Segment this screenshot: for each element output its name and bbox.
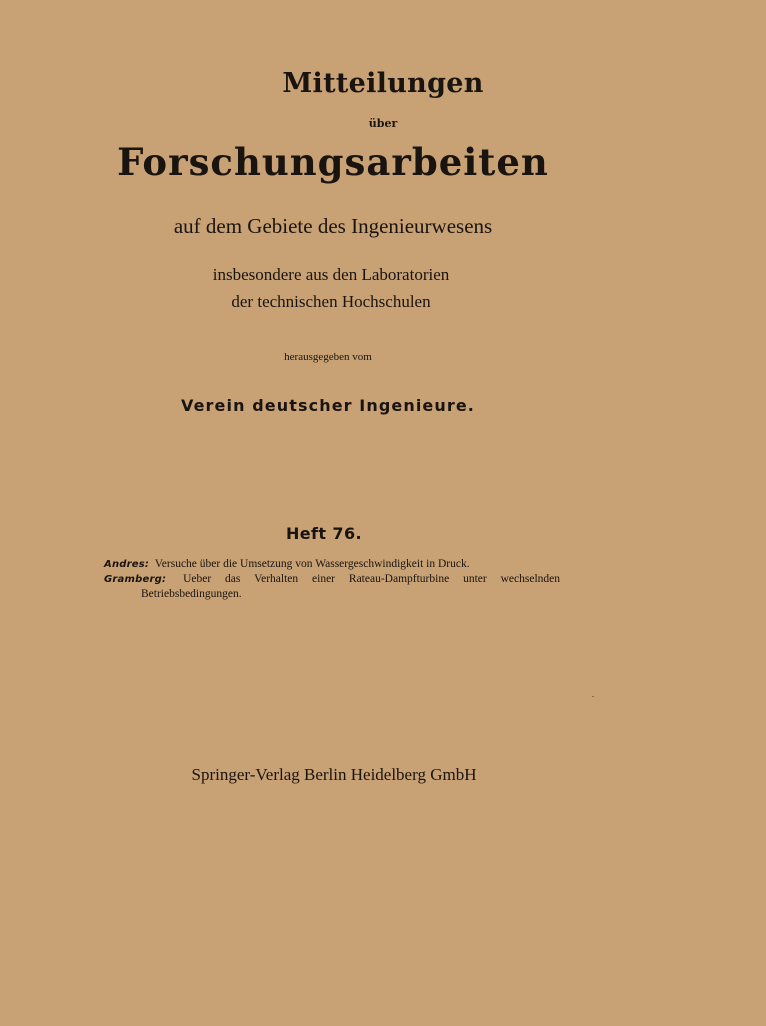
scope-line-2: der technischen Hochschulen xyxy=(231,292,431,311)
entry-title: Versuche über die Umsetzung von Wassergeschwindigkeit in Druck. xyxy=(154,558,470,570)
subtitle: auf dem Gebiete des Ingenieurwesens xyxy=(173,214,493,238)
scope-line-1: insbesondere aus den Laboratorien xyxy=(212,265,450,284)
publisher-organization: Verein deutscher Ingenieure. xyxy=(181,396,475,415)
contents-entry xyxy=(104,572,560,601)
contents-entry xyxy=(104,557,560,572)
main-title: Forschungsarbeiten xyxy=(117,140,549,184)
contents-list xyxy=(104,557,560,601)
publisher-imprint: Springer-Verlag Berlin Heidelberg GmbH xyxy=(191,765,477,784)
entry-colon: : xyxy=(144,559,150,570)
entry-title: Ueber das Verhalten einer Rateau-Dampfturbine unter wechselnden Betriebsbedingungen. xyxy=(141,573,560,600)
issue-number: Heft 76. xyxy=(286,524,362,543)
series-title: Mitteilungen xyxy=(282,68,484,99)
paper-speck xyxy=(592,696,594,697)
entry-author: Andres xyxy=(104,559,145,570)
ueber-connector: über xyxy=(368,117,398,130)
entry-author: Gramberg xyxy=(104,574,162,585)
entry-colon: : xyxy=(161,574,167,585)
editor-label: herausgegeben vom xyxy=(284,351,372,363)
